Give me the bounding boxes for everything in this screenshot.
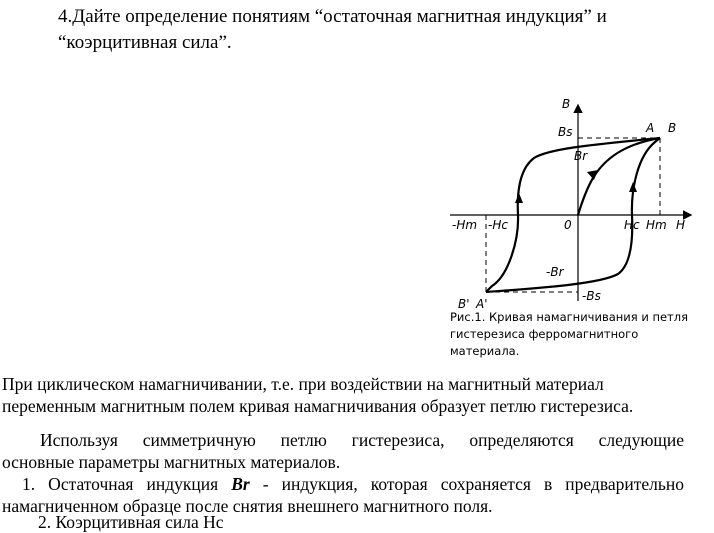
label-neg-hm: -Hm	[452, 218, 478, 232]
label-b-point: B	[668, 121, 677, 135]
label-hm: Hm	[646, 218, 667, 232]
figure-caption: Рис.1. Кривая намагничивания и петля гистерезиса ферромагнитного материала.	[450, 310, 689, 358]
hysteresis-figure	[450, 96, 700, 314]
label-a-prime: A'	[476, 297, 488, 311]
term-br: Br	[231, 474, 250, 494]
paragraph-parameters-first-line: Используя симметричную петлю гистерезиса, определяются следующие	[40, 430, 684, 450]
label-b-axis: B	[562, 97, 571, 111]
question-heading	[58, 4, 678, 56]
label-h-axis: H	[676, 218, 686, 232]
paragraph-remanence-rest: намагниченном образце после снятия внешнего магнитного поля.	[2, 496, 493, 516]
remanence-lead: 1. Остаточная индукция	[22, 474, 232, 494]
label-neg-br: -Br	[546, 265, 564, 279]
label-br: Br	[574, 149, 588, 163]
label-neg-hc: -Hc	[488, 218, 508, 232]
paragraph-parameters-rest: основные параметры магнитных материалов.	[2, 452, 341, 472]
arrow-lower	[629, 182, 637, 192]
label-neg-bs: -Bs	[582, 289, 601, 303]
paragraph-parameters	[2, 429, 684, 473]
label-bs: Bs	[558, 125, 573, 139]
label-hc: Hc	[624, 218, 640, 232]
paragraph-coercive-force: 2. Коэрцитивная сила Hc	[38, 512, 224, 532]
label-origin: 0	[564, 218, 572, 232]
label-b-prime: B'	[458, 297, 470, 311]
remanence-definition: - индукция, которая сохраняется в предварительно	[249, 474, 684, 494]
label-a: A	[646, 121, 655, 135]
question-line-1: 4.Дайте определение понятиям “остаточная магнитная индукция” и	[58, 6, 607, 27]
paragraph-hysteresis: При циклическом намагничивании, т.е. при воздействии на магнитный материал переменным магнитным полем кривая намагничивания образует петлю гистерезиса.	[2, 374, 634, 416]
hysteresis-loop-diagram	[450, 96, 700, 314]
paragraph-remanence-first-line	[2, 473, 684, 495]
arrow-upper	[515, 193, 523, 203]
question-line-2: “коэрцитивная сила”.	[58, 32, 232, 53]
